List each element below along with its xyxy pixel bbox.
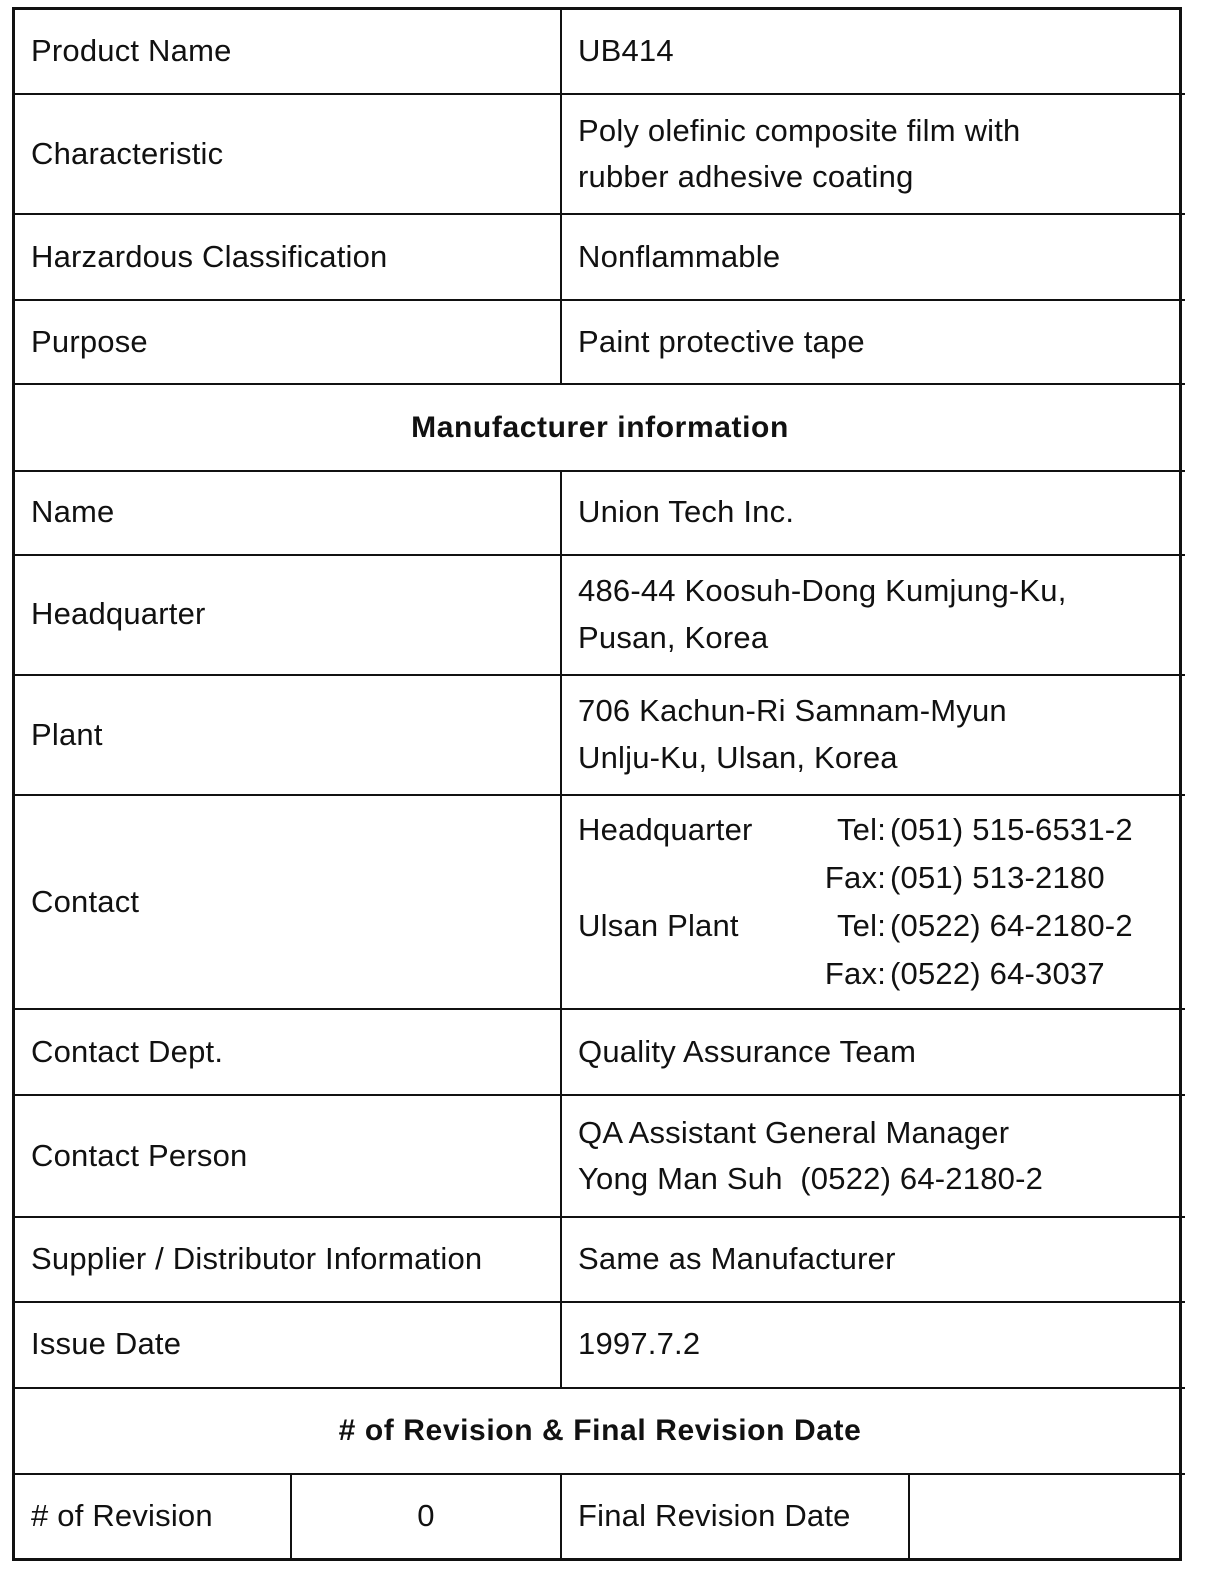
plant-value (561, 675, 1185, 795)
characteristic-value (561, 94, 1185, 214)
contact-hq-tel-label: Tel: (836, 811, 887, 847)
row-name (15, 471, 1185, 555)
contact-hq-label: Headquarter (578, 811, 753, 847)
contact-grid (578, 806, 1169, 998)
revision-section-title: # of Revision & Final Revision Date (15, 1388, 1185, 1474)
revision-date-label: Final Revision Date (561, 1474, 909, 1558)
contact-label: Contact (15, 795, 561, 1009)
row-revision (15, 1474, 1185, 1558)
name-value: Union Tech Inc. (561, 471, 1185, 555)
contact-dept-label: Contact Dept. (15, 1009, 561, 1095)
row-hazard (15, 214, 1185, 300)
row-issue-date (15, 1302, 1185, 1388)
hazard-label: Harzardous Classification (15, 214, 561, 300)
row-characteristic (15, 94, 1185, 214)
plant-label: Plant (15, 675, 561, 795)
row-contact-person (15, 1095, 1185, 1217)
contact-hq-fax: (051) 513-2180 (890, 860, 1105, 895)
product-name-value: UB414 (561, 10, 1185, 94)
purpose-value: Paint protective tape (561, 300, 1185, 384)
headquarter-label: Headquarter (15, 555, 561, 675)
characteristic-line-2: rubber adhesive coating (578, 159, 914, 195)
contact-person-value (561, 1095, 1185, 1217)
headquarter-value (561, 555, 1185, 675)
characteristic-label: Characteristic (15, 94, 561, 214)
row-contact (15, 795, 1185, 1009)
msds-info-table (12, 7, 1182, 1561)
info-table (15, 10, 1185, 1558)
headquarter-line-2: Pusan, Korea (578, 619, 769, 655)
plant-line-2: Unlju-Ku, Ulsan, Korea (578, 739, 898, 775)
characteristic-line-1: Poly olefinic composite film with (578, 112, 1021, 148)
contact-person-line-2: Yong Man Suh (0522) 64-2180-2 (578, 1161, 1044, 1197)
row-supplier (15, 1217, 1185, 1301)
issue-date-value: 1997.7.2 (561, 1302, 1185, 1388)
row-headquarter (15, 555, 1185, 675)
contact-person-label: Contact Person (15, 1095, 561, 1217)
contact-hq-fax-label: Fax: (824, 860, 887, 895)
contact-dept-value: Quality Assurance Team (561, 1009, 1185, 1095)
row-product-name (15, 10, 1185, 94)
plant-line-1: 706 Kachun-Ri Samnam-Myun (578, 693, 1007, 729)
manufacturer-section-title: Manufacturer information (15, 384, 1185, 470)
issue-date-label: Issue Date (15, 1302, 561, 1388)
contact-plant-label: Ulsan Plant (578, 908, 739, 944)
revision-date-value (909, 1474, 1185, 1558)
name-label: Name (15, 471, 561, 555)
supplier-label: Supplier / Distributor Information (15, 1217, 561, 1301)
headquarter-line-1: 486-44 Koosuh-Dong Kumjung-Ku, (578, 573, 1067, 609)
purpose-label: Purpose (15, 300, 561, 384)
supplier-value: Same as Manufacturer (561, 1217, 1185, 1301)
row-plant (15, 675, 1185, 795)
revision-count-value: 0 (291, 1474, 561, 1558)
row-contact-dept (15, 1009, 1185, 1095)
row-manufacturer-header (15, 384, 1185, 470)
product-name-label: Product Name (15, 10, 561, 94)
revision-count-label: # of Revision (15, 1474, 291, 1558)
row-revision-header (15, 1388, 1185, 1474)
row-purpose (15, 300, 1185, 384)
hazard-value: Nonflammable (561, 214, 1185, 300)
contact-value (561, 795, 1185, 1009)
contact-plant-fax: (0522) 64-3037 (890, 956, 1105, 992)
contact-hq-tel: (051) 515-6531-2 (890, 811, 1133, 847)
contact-person-line-1: QA Assistant General Manager (578, 1114, 1010, 1150)
contact-plant-tel: (0522) 64-2180-2 (890, 908, 1133, 944)
contact-plant-tel-label: Tel: (836, 908, 887, 944)
contact-plant-fax-label: Fax: (824, 956, 887, 992)
